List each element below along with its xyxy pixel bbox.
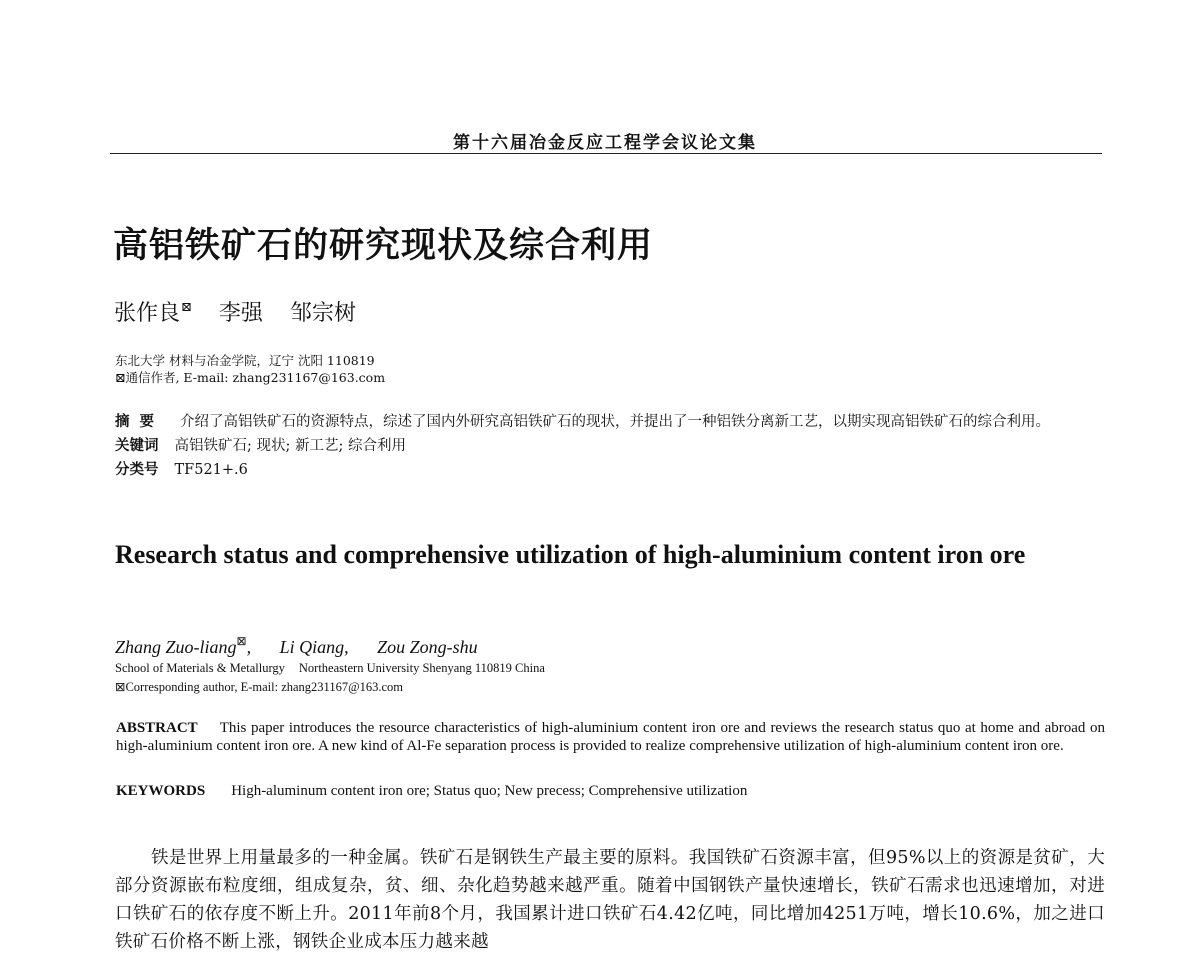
- english-author-2: Li Qiang,: [279, 637, 349, 657]
- chinese-abstract-label: 摘要: [115, 413, 164, 430]
- english-keywords: [116, 783, 747, 800]
- chinese-affiliation: 东北大学 材料与冶金学院，辽宁 沈阳 110819: [115, 353, 375, 368]
- english-abstract-label: ABSTRACT: [116, 720, 198, 736]
- chinese-classification-label: 分类号: [115, 461, 159, 478]
- chinese-classification-text: TF521+.6: [174, 462, 248, 478]
- chinese-contact: ⊠通信作者, E-mail: zhang231167@163.com: [115, 370, 386, 385]
- chinese-classification: [115, 458, 1103, 482]
- chinese-authors: [114, 296, 376, 327]
- chinese-affiliation-block: [115, 352, 385, 386]
- chinese-keywords-label: 关键词: [115, 437, 159, 454]
- english-authors: [115, 634, 502, 658]
- chinese-abstract-block: [115, 410, 1103, 482]
- english-author-3: Zou Zong-shu: [377, 637, 478, 657]
- author-3: 邹宗树: [289, 301, 356, 326]
- english-affiliation-block: [115, 659, 545, 697]
- english-keywords-text: High-aluminum content iron ore; Status quo; New precess; Comprehensive utilization: [231, 783, 748, 799]
- english-affiliation: [115, 659, 545, 678]
- english-author-1: Zhang Zuo-liang⊠,: [115, 634, 252, 657]
- header-rule: [110, 153, 1102, 154]
- chinese-keywords-text: 高铝铁矿石; 现状; 新工艺; 综合利用: [174, 438, 406, 454]
- corresponding-mark-icon: ⊠: [181, 300, 192, 315]
- english-abstract-text: This paper introduces the resource characteristics of high-aluminium content iron ore and reviews the research status quo at home and abroad on high-aluminium content iron ore. A new kind of Al-Fe separation process is provided to realize comprehensive utilization of high-aluminium content iron ore.: [116, 720, 1105, 754]
- chinese-abstract: [115, 410, 1103, 434]
- running-header: 第十六届冶金反应工程学会议论文集: [453, 133, 757, 153]
- english-contact: ⊠Corresponding author, E-mail: zhang231167@163.com: [115, 680, 403, 694]
- english-affiliation-school: School of Materials & Metallurgy: [115, 661, 285, 675]
- english-keywords-label: KEYWORDS: [116, 783, 206, 799]
- chinese-title: 高铝铁矿石的研究现状及综合利用: [113, 226, 654, 266]
- english-title: Research status and comprehensive utilization of high-aluminium content iron ore: [115, 540, 1026, 569]
- english-affiliation-univ: Northeastern University Shenyang 110819 China: [298, 661, 545, 675]
- author-2: 李强: [218, 301, 263, 326]
- english-abstract: [116, 720, 1105, 755]
- english-corresponding-mark-icon: ⊠: [236, 634, 247, 648]
- author-1: 张作良⊠: [114, 300, 192, 326]
- chinese-abstract-text: 介绍了高铝铁矿石的资源特点，综述了国内外研究高铝铁矿石的现状，并提出了一种铝铁分离新工艺，以期实现高铝铁矿石的综合利用。: [180, 414, 1050, 430]
- chinese-keywords: [115, 434, 1103, 458]
- body-paragraph-1: 铁是世界上用量最多的一种金属。铁矿石是钢铁生产最主要的原料。我国铁矿石资源丰富，但95%以上的资源是贫矿，大部分资源嵌布粒度细，组成复杂，贫、细、杂化趋势越来越严重。随着中国钢铁产量快速增长，铁矿石需求也迅速增加，对进口铁矿石的依存度不断上升。2011年前8个月，我国累计进口铁矿石4.42亿吨，同比增加4251万吨，增长10.6%，加之进口铁矿石价格不断上涨，钢铁企业成本压力越来越: [115, 848, 1105, 952]
